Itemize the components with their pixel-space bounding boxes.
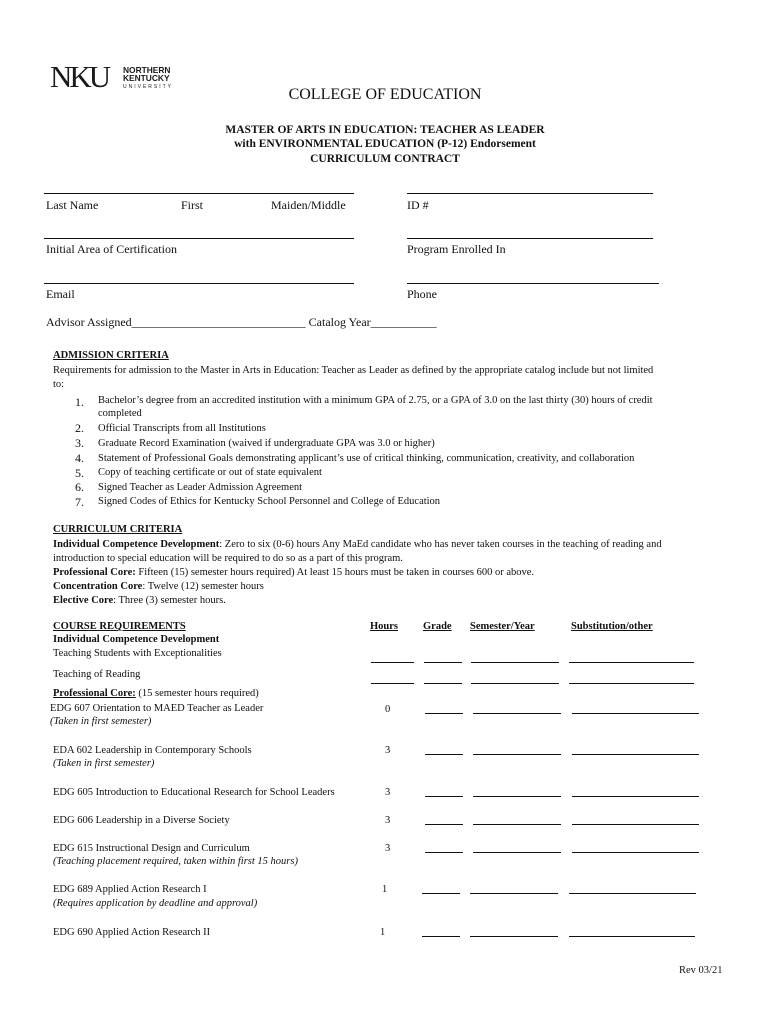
icd-criteria xyxy=(53,539,662,550)
grade-blank[interactable] xyxy=(425,852,463,853)
substitution-blank[interactable] xyxy=(569,683,694,684)
grade-blank[interactable] xyxy=(424,683,462,684)
course-req-heading: COURSE REQUIREMENTS xyxy=(53,621,186,632)
list-item-number: 4. xyxy=(75,451,84,465)
list-item-number: 5. xyxy=(75,466,84,480)
list-item-number: 7. xyxy=(75,495,84,509)
icd-text: : Zero to six (0-6) hours Any MaEd candidate who has never taken courses in the teaching of reading and xyxy=(219,539,662,550)
course-name: EDG 607 Orientation to MAED Teacher as Leader xyxy=(50,703,264,714)
grade-blank[interactable] xyxy=(425,824,463,825)
list-item: Official Transcripts from all Institutions xyxy=(98,423,266,434)
grade-blank[interactable] xyxy=(425,754,463,755)
substitution-blank[interactable] xyxy=(569,936,695,937)
cc-text: : Twelve (12) semester hours xyxy=(142,581,264,592)
first-name-label: First xyxy=(181,198,204,212)
id-field-line[interactable] xyxy=(407,193,653,194)
curriculum-heading: CURRICULUM CRITERIA xyxy=(53,524,183,535)
course-hours: 3 xyxy=(385,843,391,854)
pc-label: Professional Core: xyxy=(53,567,136,578)
pc-table-heading xyxy=(53,688,259,699)
substitution-blank[interactable] xyxy=(569,662,694,663)
course-note: (Taken in first semester) xyxy=(53,758,155,769)
semester-blank[interactable] xyxy=(473,824,561,825)
cc-label: Concentration Core xyxy=(53,581,143,592)
logo-letters: NKU xyxy=(50,59,109,94)
maiden-label: Maiden/Middle xyxy=(271,198,346,212)
list-item-number: 6. xyxy=(75,480,84,494)
list-item: Signed Codes of Ethics for Kentucky School Personnel and College of Education xyxy=(98,496,441,507)
certification-field-line[interactable] xyxy=(44,238,354,239)
email-field-line[interactable] xyxy=(44,283,354,284)
course-hours: 1 xyxy=(382,884,388,895)
col-hours: Hours xyxy=(370,621,399,632)
course-note: (Taken in first semester) xyxy=(50,716,152,727)
ec-criteria xyxy=(53,595,226,606)
degree-title: MASTER OF ARTS IN EDUCATION: TEACHER AS LEADER xyxy=(225,124,545,136)
list-item: Signed Teacher as Leader Admission Agreement xyxy=(98,482,303,493)
course-name: EDG 690 Applied Action Research II xyxy=(53,927,211,938)
cc-criteria xyxy=(53,581,264,592)
semester-blank[interactable] xyxy=(473,796,561,797)
name-field-line[interactable] xyxy=(44,193,354,194)
admission-intro-cont: to: xyxy=(53,379,65,390)
grade-blank[interactable] xyxy=(422,936,460,937)
col-substitution: Substitution/other xyxy=(571,621,653,632)
pc-table-heading-label: Professional Core: xyxy=(53,688,136,699)
semester-blank[interactable] xyxy=(470,936,558,937)
course-hours: 3 xyxy=(385,815,391,826)
revision-date: Rev 03/21 xyxy=(679,965,723,976)
substitution-blank[interactable] xyxy=(572,796,699,797)
logo-line2: KENTUCKY xyxy=(123,73,170,84)
pc-text: Fifteen (15) semester hours required) At least 15 hours must be taken in courses 600 or above. xyxy=(135,567,535,578)
course-teaching-exceptionalities: Teaching Students with Exceptionalities xyxy=(53,648,222,659)
substitution-blank[interactable] xyxy=(572,713,699,714)
icd-criteria-cont: introduction to special education will be required to do so as a part of this program. xyxy=(53,553,403,564)
substitution-blank[interactable] xyxy=(572,852,699,853)
course-name: EDG 606 Leadership in a Diverse Society xyxy=(53,815,230,826)
contract-title: CURRICULUM CONTRACT xyxy=(310,153,460,165)
course-hours: 0 xyxy=(385,704,391,715)
admission-intro: Requirements for admission to the Master in Arts in Education: Teacher as Leader as defined by the appropriate catalog include but not limited xyxy=(53,365,654,376)
substitution-blank[interactable] xyxy=(569,893,696,894)
admission-heading: ADMISSION CRITERIA xyxy=(53,350,169,361)
semester-blank[interactable] xyxy=(473,754,561,755)
semester-blank[interactable] xyxy=(470,893,558,894)
course-note: (Teaching placement required, taken within first 15 hours) xyxy=(53,856,298,867)
advisor-catalog-line[interactable]: Advisor Assigned_____________________________ Catalog Year___________ xyxy=(46,315,437,329)
col-grade: Grade xyxy=(423,621,452,632)
grade-blank[interactable] xyxy=(425,796,463,797)
list-item-number: 2. xyxy=(75,421,84,435)
hours-blank[interactable] xyxy=(371,683,414,684)
list-item-cont: completed xyxy=(98,408,142,419)
program-label: Program Enrolled In xyxy=(407,242,506,256)
list-item: Statement of Professional Goals demonstrating applicant’s use of critical thinking, communication, creativity, and collaboration xyxy=(98,453,635,464)
grade-blank[interactable] xyxy=(422,893,460,894)
semester-blank[interactable] xyxy=(473,852,561,853)
icd-table-heading: Individual Competence Development xyxy=(53,634,220,645)
semester-blank[interactable] xyxy=(473,713,561,714)
course-name: EDA 602 Leadership in Contemporary Schools xyxy=(53,745,252,756)
logo-line1: NORTHERN xyxy=(123,65,171,75)
list-item: Copy of teaching certificate or out of state equivalent xyxy=(98,467,322,478)
course-hours: 3 xyxy=(385,787,391,798)
icd-label: Individual Competence Development xyxy=(53,539,220,550)
logo-line3: UNIVERSITY xyxy=(123,83,174,90)
pc-criteria xyxy=(53,567,534,578)
list-item-number: 3. xyxy=(75,436,84,450)
phone-field-line[interactable] xyxy=(407,283,659,284)
hours-blank[interactable] xyxy=(371,662,414,663)
id-label: ID # xyxy=(407,198,429,212)
course-note: (Requires application by deadline and approval) xyxy=(53,898,258,909)
semester-blank[interactable] xyxy=(471,683,559,684)
endorsement-title: with ENVIRONMENTAL EDUCATION (P-12) Endorsement xyxy=(234,138,536,150)
certification-label: Initial Area of Certification xyxy=(46,242,177,256)
course-name: EDG 605 Introduction to Educational Research for School Leaders xyxy=(53,787,335,798)
substitution-blank[interactable] xyxy=(572,824,699,825)
course-name: EDG 689 Applied Action Research I xyxy=(53,884,207,895)
grade-blank[interactable] xyxy=(424,662,462,663)
email-label: Email xyxy=(46,287,75,301)
semester-blank[interactable] xyxy=(471,662,559,663)
ec-label: Elective Core xyxy=(53,595,114,606)
phone-label: Phone xyxy=(407,287,437,301)
list-item-number: 1. xyxy=(75,395,84,409)
list-item: Graduate Record Examination (waived if undergraduate GPA was 3.0 or higher) xyxy=(98,438,435,449)
ec-text: : Three (3) semester hours. xyxy=(113,595,226,606)
grade-blank[interactable] xyxy=(425,713,463,714)
course-hours: 1 xyxy=(380,927,386,938)
pc-table-heading-rest: (15 semester hours required) xyxy=(135,688,259,699)
substitution-blank[interactable] xyxy=(572,754,699,755)
course-teaching-reading: Teaching of Reading xyxy=(53,669,141,680)
course-hours: 3 xyxy=(385,745,391,756)
col-semester: Semester/Year xyxy=(470,621,535,632)
program-field-line[interactable] xyxy=(407,238,653,239)
course-name: EDG 615 Instructional Design and Curriculum xyxy=(53,843,250,854)
list-item: Bachelor’s degree from an accredited institution with a minimum GPA of 2.75, or a GPA of 3.0 on the last thirty (30) hours of credit xyxy=(98,395,653,406)
college-title: COLLEGE OF EDUCATION xyxy=(288,86,482,103)
last-name-label: Last Name xyxy=(46,198,99,212)
